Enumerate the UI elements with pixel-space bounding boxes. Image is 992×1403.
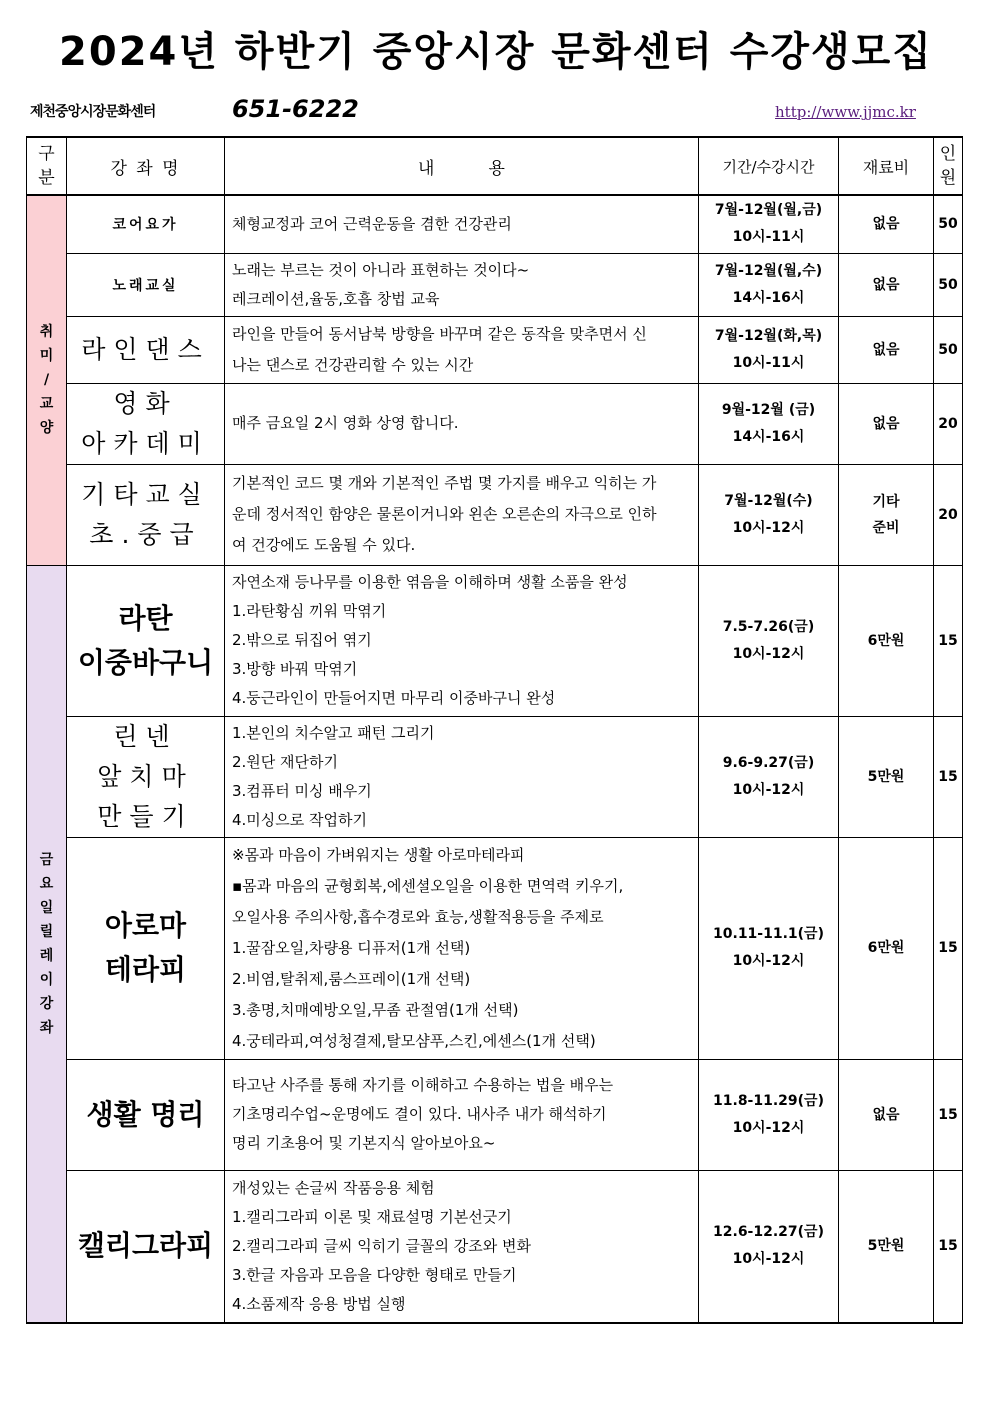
header-period: 기간/수강시간: [699, 137, 839, 195]
header-course-name: 강 좌 명: [67, 137, 225, 195]
text-line: 10시-11시: [732, 229, 805, 246]
text-line: 7월-12월(수): [724, 492, 813, 509]
course-name: [67, 195, 225, 253]
text-line: 10시-11시: [732, 354, 805, 371]
header-fee: 재료비: [839, 137, 934, 195]
text-line: 7월-12월(화,목): [714, 327, 823, 344]
course-content: [225, 837, 699, 1059]
text-line: 3.한글 자음과 모음을 다양한 형태로 만들기: [232, 1265, 517, 1284]
organization-name: 제천중앙시장문화센터: [30, 104, 156, 120]
text-line: 체형교정과 코어 근력운동을 겸한 건강관리: [232, 214, 512, 233]
header-row: [27, 137, 963, 195]
text-line: 라인댄스: [81, 334, 210, 364]
text-line: 없음: [872, 1106, 900, 1123]
course-row: [27, 1170, 963, 1323]
text-line: 9.6-9.27(금): [722, 754, 815, 771]
course-capacity: 15: [934, 716, 963, 837]
text-line: 7월-12월(월,금): [714, 202, 823, 219]
text-line: 강: [39, 995, 54, 1012]
text-line: 개성있는 손글씨 작품응용 체험: [232, 1178, 435, 1197]
text-line: 14시-16시: [732, 428, 805, 445]
text-line: 1.본인의 치수알고 패턴 그리기: [232, 723, 435, 742]
course-name: [67, 383, 225, 464]
text-line: 10시-12시: [732, 953, 805, 969]
text-line: 금: [39, 851, 54, 868]
text-line: 10시-12시: [732, 781, 805, 798]
course-row: [27, 316, 963, 383]
text-line: 이중바구니: [77, 645, 214, 679]
course-name: [67, 253, 225, 316]
course-period: [699, 464, 839, 565]
course-fee: [839, 464, 934, 565]
course-row: [27, 253, 963, 316]
course-content: [225, 383, 699, 464]
text-line: 10시-12시: [732, 645, 805, 662]
text-line: 없음: [872, 276, 900, 293]
text-line: 교: [39, 396, 54, 413]
course-period: [699, 1170, 839, 1323]
text-line: 2.원단 재단하기: [232, 752, 339, 771]
text-line: 없음: [872, 216, 900, 233]
course-name: [67, 1059, 225, 1170]
course-fee: [839, 716, 934, 837]
course-name: [67, 837, 225, 1059]
course-row: [27, 383, 963, 464]
text-line: 기타: [872, 493, 900, 510]
course-period: [699, 837, 839, 1059]
text-line: 준비: [872, 519, 900, 536]
text-line: 10.11-11.1(금): [713, 926, 824, 942]
text-line: 요: [39, 875, 54, 892]
course-capacity: 15: [934, 1059, 963, 1170]
text-line: ※몸과 마음이 가벼워지는 생활 아로마테라피: [232, 845, 525, 864]
header-content: 내 용: [225, 137, 699, 195]
course-fee: [839, 316, 934, 383]
text-line: 4.소품제작 응용 방법 실행: [232, 1294, 406, 1313]
text-line: 4.궁테라피,여성청결제,탈모샴푸,스킨,에센스(1개 선택): [232, 1031, 596, 1050]
text-line: 타고난 사주를 통해 자기를 이해하고 수용하는 법을 배우는: [232, 1076, 614, 1094]
course-content: [225, 565, 699, 716]
text-line: 6만원: [867, 632, 905, 649]
course-period: [699, 565, 839, 716]
header-capacity: 인 원: [934, 137, 963, 195]
text-line: 린넨: [113, 721, 178, 751]
text-line: 10시-12시: [732, 1251, 805, 1268]
course-name: [67, 1170, 225, 1323]
course-content: [225, 253, 699, 316]
course-period: [699, 383, 839, 464]
text-line: 기본적인 코드 몇 개와 기본적인 주법 몇 가지를 배우고 익히는 가: [232, 474, 657, 492]
course-capacity: 15: [934, 837, 963, 1059]
course-content: [225, 195, 699, 253]
text-line: 3.총명,치매예방오일,무좀 관절염(1개 선택): [232, 1000, 519, 1019]
text-line: 캘리그라피: [77, 1229, 214, 1263]
text-line: 4.미싱으로 작업하기: [232, 810, 368, 829]
course-content: [225, 1170, 699, 1323]
text-line: 좌: [39, 1019, 54, 1036]
course-fee: [839, 1059, 934, 1170]
text-line: 12.6-12.27(금): [713, 1224, 824, 1241]
course-row: [27, 837, 963, 1059]
course-period: [699, 195, 839, 253]
text-line: 양: [39, 420, 54, 437]
course-name: [67, 316, 225, 383]
text-line: 릴: [39, 923, 54, 940]
text-line: 5만원: [867, 768, 905, 785]
course-fee: [839, 383, 934, 464]
course-row: [27, 565, 963, 716]
course-content: [225, 1059, 699, 1170]
text-line: 레크레이션,율동,호흡 창법 교육: [232, 289, 440, 308]
text-line: 명리 기초용어 및 기본지식 알아보아요~: [232, 1134, 496, 1152]
text-line: 4.둥근라인이 만들어지면 마무리 이중바구니 완성: [232, 689, 556, 707]
text-line: 7월-12월(월,수): [714, 262, 823, 279]
course-fee: [839, 1170, 934, 1323]
header-group: 구 분: [27, 137, 67, 195]
text-line: 오일사용 주의사항,흡수경로와 효능,생활적용등을 주제로: [232, 907, 604, 926]
text-line: 코어요가: [112, 217, 179, 234]
text-line: 3.컴퓨터 미싱 배우기: [232, 781, 372, 800]
course-capacity: 20: [934, 464, 963, 565]
text-line: 없음: [872, 415, 900, 432]
text-line: 10시-12시: [732, 519, 805, 536]
group-hobby: [27, 195, 67, 565]
text-line: 3.방향 바꿔 막엮기: [232, 660, 358, 678]
text-line: 레: [39, 947, 54, 964]
text-line: 만들기: [97, 801, 194, 831]
course-row: [27, 464, 963, 565]
text-line: 미: [39, 348, 54, 365]
text-line: 1.꿀잠오일,차량용 디퓨저(1개 선택): [232, 938, 471, 957]
text-line: 10시-12시: [732, 1119, 805, 1136]
text-line: 2.캘리그라피 글씨 익히기 글꼴의 강조와 변화: [232, 1236, 531, 1255]
text-line: 없음: [872, 341, 900, 358]
text-line: 9월-12월 (금): [721, 401, 816, 418]
course-period: [699, 716, 839, 837]
course-fee: [839, 253, 934, 316]
text-line: 초.중급: [89, 519, 202, 549]
text-line: 6만원: [867, 940, 905, 956]
text-line: 1.라탄황심 끼워 막엮기: [232, 602, 387, 620]
text-line: 2.밖으로 뒤집어 엮기: [232, 631, 372, 649]
text-line: 생활 명리: [86, 1097, 205, 1131]
page-title: 2024년 하반기 중앙시장 문화센터 수강생모집: [59, 29, 933, 75]
course-period: [699, 1059, 839, 1170]
course-fee: [839, 565, 934, 716]
text-line: 앞치마: [97, 761, 194, 791]
course-row: [27, 1059, 963, 1170]
course-capacity: 50: [934, 253, 963, 316]
course-name: [67, 716, 225, 837]
text-line: 기초명리수업~운명에도 결이 있다. 내사주 내가 해석하기: [232, 1105, 607, 1123]
course-name: [67, 565, 225, 716]
course-capacity: 50: [934, 195, 963, 253]
text-line: 1.캘리그라피 이론 및 재료설명 기본선긋기: [232, 1207, 512, 1226]
website-link[interactable]: http://www.jjmc.kr: [775, 103, 916, 121]
phone-number: 651-6222: [232, 95, 359, 123]
text-line: 테라피: [104, 953, 187, 986]
group-friday-relay: [27, 565, 67, 1323]
course-capacity: 15: [934, 1170, 963, 1323]
text-line: 노래교실: [112, 277, 179, 294]
course-capacity: 20: [934, 383, 963, 464]
text-line: 일: [39, 899, 54, 916]
text-line: 아카데미: [81, 428, 210, 458]
text-line: /: [43, 372, 50, 389]
course-table: [26, 136, 963, 1324]
text-line: 라탄: [118, 601, 173, 635]
text-line: 여 건강에도 도움될 수 있다.: [232, 536, 416, 554]
course-fee: [839, 195, 934, 253]
course-content: [225, 316, 699, 383]
text-line: 이: [39, 971, 54, 988]
course-row: [27, 195, 963, 253]
course-row: [27, 716, 963, 837]
text-line: 나는 댄스로 건강관리할 수 있는 시간: [232, 355, 474, 374]
course-content: [225, 464, 699, 565]
text-line: 라인을 만들어 동서남북 방향을 바꾸며 같은 동작을 맞추면서 신: [232, 324, 647, 343]
text-line: 기타교실: [81, 479, 210, 509]
course-capacity: 50: [934, 316, 963, 383]
text-line: 2.비염,탈취제,룸스프레이(1개 선택): [232, 969, 471, 988]
text-line: 자연소재 등나무를 이용한 엮음을 이해하며 생활 소품을 완성: [232, 573, 628, 591]
text-line: 5만원: [867, 1238, 905, 1255]
text-line: 영화: [113, 388, 178, 418]
course-capacity: 15: [934, 565, 963, 716]
text-line: 노래는 부르는 것이 아니라 표현하는 것이다~: [232, 260, 530, 279]
text-line: 매주 금요일 2시 영화 상영 합니다.: [232, 414, 459, 432]
text-line: 11.8-11.29(금): [713, 1092, 824, 1109]
text-line: 14시-16시: [732, 289, 805, 306]
text-line: ▪몸과 마음의 균형회복,에센셜오일을 이용한 면역력 키우기,: [232, 876, 624, 895]
text-line: 취: [39, 324, 54, 341]
text-line: 아로마: [104, 909, 187, 942]
course-content: [225, 716, 699, 837]
course-period: [699, 253, 839, 316]
text-line: 7.5-7.26(금): [722, 618, 815, 635]
text-line: 운데 정서적인 함양은 물론이거니와 왼손 오른손의 자극으로 인하: [232, 505, 657, 523]
course-period: [699, 316, 839, 383]
course-name: [67, 464, 225, 565]
course-fee: [839, 837, 934, 1059]
